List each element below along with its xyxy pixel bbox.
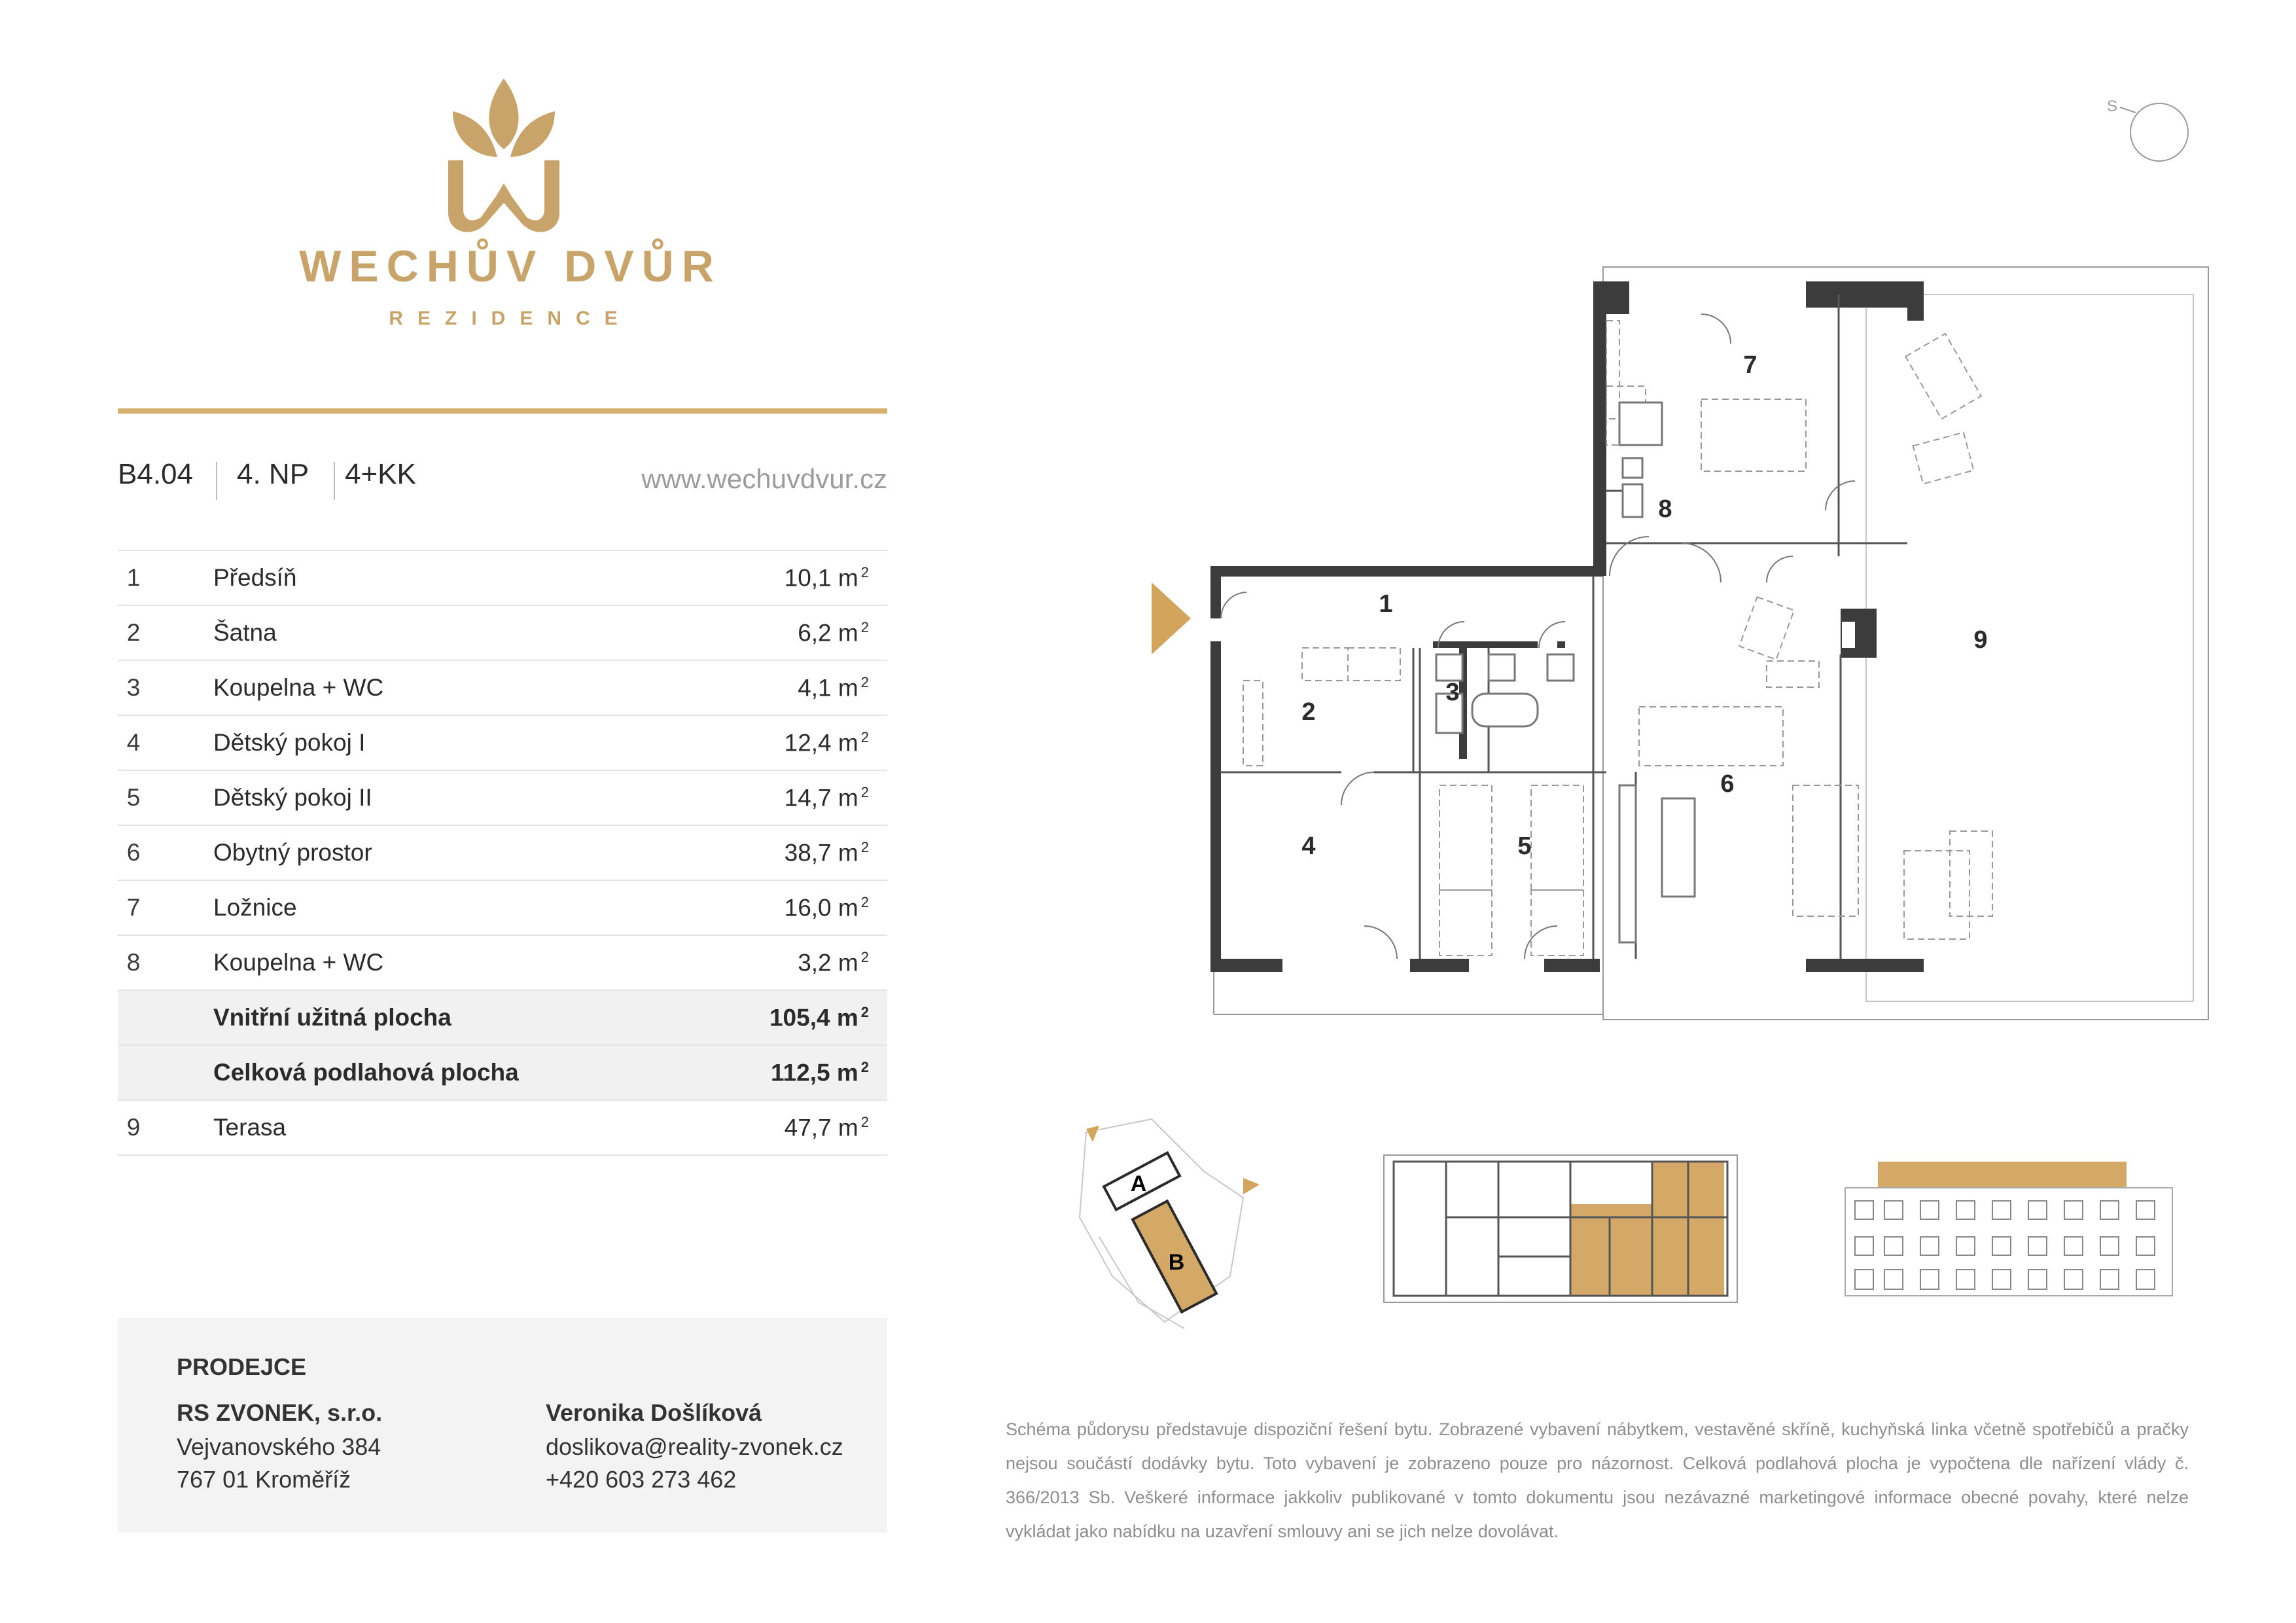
table-row bbox=[118, 715, 887, 770]
sales-company: RS ZVONEK, s.r.o. bbox=[177, 1399, 383, 1426]
room-label: 1 bbox=[1379, 590, 1393, 618]
room-number: 6 bbox=[118, 825, 149, 880]
table-row bbox=[118, 550, 887, 605]
header-separator bbox=[334, 462, 335, 500]
room-number: 7 bbox=[118, 880, 149, 935]
brand-name: WECHŮV DVŮR bbox=[299, 241, 722, 291]
logo-monogram bbox=[448, 160, 559, 232]
room-number: 8 bbox=[118, 935, 149, 990]
unit-code: B4.04 bbox=[118, 458, 193, 490]
fixtures bbox=[1436, 402, 1695, 942]
room-name: Předsíň bbox=[149, 550, 709, 605]
room-number: 2 bbox=[118, 605, 149, 660]
room-label: 3 bbox=[1445, 679, 1460, 706]
room-area: 12,4 m $^2$ bbox=[709, 715, 887, 770]
sales-agent: Veronika Došlíková bbox=[546, 1399, 762, 1426]
room-area: 10,1 m $^2$ bbox=[709, 550, 887, 605]
room-name: Koupelna + WC bbox=[149, 660, 709, 715]
table-row bbox=[118, 935, 887, 990]
room-label: 7 bbox=[1743, 351, 1757, 379]
room-area: 3,2 m $^2$ bbox=[709, 935, 887, 990]
room-label: 9 bbox=[1973, 626, 1988, 654]
room-label: 8 bbox=[1658, 495, 1672, 523]
room-area-table bbox=[118, 550, 887, 1156]
disclaimer: Schéma půdorysu představuje dispoziční řešení bytu. Zobrazené vybavení nábytkem, vestavěné skříně, kuchyňská linka včetně spotřebičů a pračky nejsou součástí dodávky bytu. Toto vybavení je zobrazeno pouze pro názornost. Celková podlahová plocha je vypočtena dle nařízení vlády č. 366/2013 Sb. Veškeré informace jakkoliv publikované v tomto dokumentu jsou nezávazné marketingové informace obecné povahy, které nelze vykládat jako nabídku na uzavření smlouvy ani se jich nelze dovolávat. bbox=[1006, 1419, 2189, 1541]
room-number: 9 bbox=[118, 1100, 149, 1155]
table-row bbox=[118, 880, 887, 935]
room-name: Koupelna + WC bbox=[149, 935, 709, 990]
floor-key-plan bbox=[1381, 1152, 1740, 1309]
table-row bbox=[118, 770, 887, 825]
site-plan bbox=[1034, 1106, 1296, 1342]
summary-row bbox=[118, 1045, 887, 1100]
room-area: 4,1 m $^2$ bbox=[709, 660, 887, 715]
table-row bbox=[118, 1100, 887, 1155]
unit-layout: 4+KK bbox=[345, 458, 416, 490]
room-name: Ložnice bbox=[149, 880, 709, 935]
room-area: 47,7 m $^2$ bbox=[709, 1100, 887, 1155]
sales-contact-box bbox=[118, 1318, 887, 1533]
room-name: Obytný prostor bbox=[149, 825, 709, 880]
terrace-outline bbox=[1603, 267, 2208, 1020]
compass-label: S bbox=[2107, 98, 2118, 115]
room-number: 3 bbox=[118, 660, 149, 715]
summary-area: 112,5 m $^2$ bbox=[709, 1045, 887, 1100]
room-label: 2 bbox=[1301, 698, 1316, 726]
table-row bbox=[118, 605, 887, 660]
walls bbox=[1210, 281, 1924, 972]
sales-title: PRODEJCE bbox=[177, 1353, 307, 1380]
sales-city: 767 01 Kroměříž bbox=[177, 1466, 351, 1493]
room-label: 4 bbox=[1301, 832, 1316, 860]
summary-name: Vnitřní užitná plocha bbox=[149, 990, 709, 1045]
building-label-b: B bbox=[1168, 1250, 1185, 1275]
room-name: Terasa bbox=[149, 1100, 709, 1155]
room-area: 14,7 m $^2$ bbox=[709, 770, 887, 825]
entrance-arrow-icon bbox=[1152, 582, 1191, 654]
room-number: 4 bbox=[118, 715, 149, 770]
sales-phone[interactable]: +420 603 273 462 bbox=[546, 1466, 737, 1493]
building-elevation bbox=[1832, 1149, 2179, 1299]
north-compass-icon bbox=[2100, 92, 2192, 170]
summary-name: Celková podlahová plocha bbox=[149, 1045, 709, 1100]
table-row bbox=[118, 660, 887, 715]
brand-logo bbox=[281, 72, 739, 347]
room-label: 6 bbox=[1720, 770, 1735, 798]
floor-plan bbox=[1139, 262, 2251, 1034]
summary-row bbox=[118, 990, 887, 1045]
building-b bbox=[1133, 1201, 1216, 1311]
summary-area: 105,4 m $^2$ bbox=[709, 990, 887, 1045]
floor-level: 4. NP bbox=[237, 458, 309, 490]
room-area: 6,2 m $^2$ bbox=[709, 605, 887, 660]
header-separator bbox=[216, 462, 217, 500]
room-number: 1 bbox=[118, 550, 149, 605]
brand-subtitle: REZIDENCE bbox=[389, 308, 632, 329]
gold-divider bbox=[118, 408, 887, 414]
table-row bbox=[118, 825, 887, 880]
room-number: 5 bbox=[118, 770, 149, 825]
room-area: 38,7 m $^2$ bbox=[709, 825, 887, 880]
room-area: 16,0 m $^2$ bbox=[709, 880, 887, 935]
doors bbox=[1221, 314, 1855, 959]
sales-email[interactable]: doslikova@reality-zvonek.cz bbox=[546, 1433, 843, 1460]
building-label-a: A bbox=[1130, 1171, 1147, 1196]
room-name: Šatna bbox=[149, 605, 709, 660]
logo-leaf-center bbox=[489, 79, 519, 149]
room-name: Dětský pokoj II bbox=[149, 770, 709, 825]
terrace-furniture bbox=[1950, 831, 1992, 916]
sales-street: Vejvanovského 384 bbox=[177, 1433, 381, 1460]
room-name: Dětský pokoj I bbox=[149, 715, 709, 770]
website-link[interactable]: www.wechuvdvur.cz bbox=[641, 463, 887, 494]
room-label: 5 bbox=[1517, 832, 1532, 860]
